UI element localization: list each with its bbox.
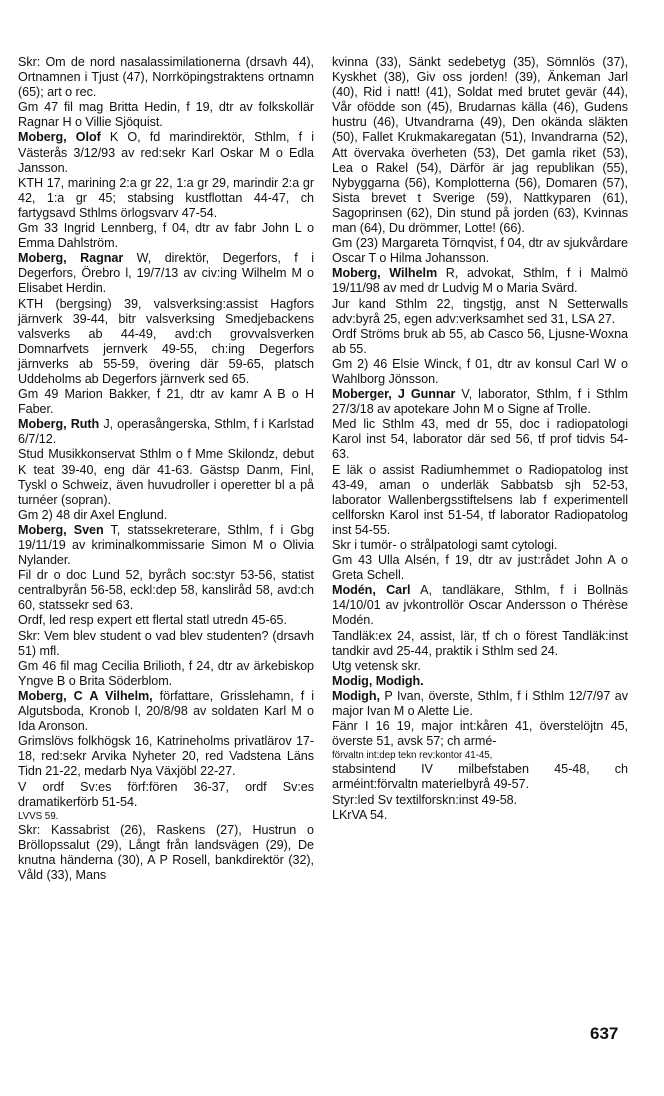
biography-entry — [332, 674, 628, 689]
left-column — [18, 55, 314, 883]
paragraph: E läk o assist Radiumhemmet o Radiopatolog inst 43-49, aman o underläk Sabbatsb sjh 52-53, laborator Wallenbergsstiftelsens lab f experimentell cellforskn Karol inst 51-54, tf laborator Radiopatolog inst 54-55. — [332, 462, 628, 537]
paragraph: Stud Musikkonservat Sthlm o f Mme Skilondz, debut K teat 39-40, eng där 41-63. Gästsp Danm, Finl, Tyskl o Schweiz, även huvudroller i operetter bl a på turnéer (sopran). — [18, 447, 314, 507]
biography-entry — [18, 689, 314, 734]
paragraph: Skr: Kassabrist (26), Raskens (27), Hustrun o Bröllopssalut (29), Långt från landsvägen (29), De knutna händerna (30), A P Rosell, bankdirektör (32), Våld (33), Mans — [18, 822, 314, 882]
entry-name: Moberg, C A Vilhelm, — [18, 688, 153, 703]
paragraph: stabsintend IV milbefstaben 45-48, ch arméint:förvaltn materielbyrå 49-57. — [332, 762, 628, 792]
entry-name: Moberger, J Gunnar — [332, 387, 456, 402]
entry-name: Modén, Carl — [332, 583, 411, 598]
paragraph: Jur kand Sthlm 22, tingstjg, anst N Setterwalls adv:byrå 25, egen adv:verksamhet sed 31, LSA 27. — [332, 296, 628, 326]
entry-name: Modig, Modigh. — [332, 673, 424, 688]
biography-entry — [332, 583, 628, 628]
paragraph: Gm 47 fil mag Britta Hedin, f 19, dtr av folkskollär Ragnar H o Villie Sjöquist. — [18, 100, 314, 130]
paragraph: Gm 46 fil mag Cecilia Brilioth, f 24, dtr av ärkebiskop Yngve B o Brita Söderblom. — [18, 658, 314, 688]
paragraph: Tandläk:ex 24, assist, lär, tf ch o förest Tandläk:inst tandkir avd 25-44, praktik i Sthlm sed 24. — [332, 628, 628, 658]
paragraph: Gm 2) 48 dir Axel Englund. — [18, 507, 168, 522]
biography-entry — [18, 417, 314, 447]
paragraph: Ordf Ströms bruk ab 55, ab Casco 56, Ljusne-Woxna ab 55. — [332, 326, 628, 356]
paragraph: Utg vetensk skr. — [332, 658, 421, 673]
paragraph: Styr:led Sv textilforskn:inst 49-58. — [332, 792, 518, 807]
paragraph: LKrVA 54. — [332, 807, 388, 822]
entry-name: Modigh, — [332, 688, 380, 703]
entry-text: J, operasångerska, Sthlm, f i Karlstad 6/7/12. — [18, 417, 315, 447]
paragraph: Med lic Sthlm 43, med dr 55, doc i radiopatologi Karol inst 54, laborator där sed 56, tf prof tidvis 54-63. — [332, 417, 628, 462]
paragraph: Fänr I 16 19, major int:kåren 41, överstelöjtn 45, överste 51, avsk 57; ch armé- — [332, 719, 628, 749]
paragraph: KTH (bergsing) 39, valsverksing:assist Hagfors järnverk 39-44, bitr valsverksing Smedjebackens valsverks ab 44-49, avd:ch grovvalsverken Domnarfvets jernverk 49-55, ch:ing Degerfors järnverks ab 55-59, övering där 59-65, platsch Uddeholms ab Degerfors järnverk sed 65. — [18, 296, 314, 386]
biography-entry — [18, 130, 314, 175]
paragraph: Gm (23) Margareta Törnqvist, f 04, dtr av sjukvårdare Oscar T o Hilma Johansson. — [332, 236, 628, 266]
entry-text: R, advokat, Sthlm, f i Malmö 19/11/98 av med dr Ludvig M o Maria Svärd. — [332, 266, 628, 296]
small-text: förvaltn int:dep tekn rev:kontor 41-45, — [332, 750, 493, 762]
right-column — [332, 55, 628, 823]
biography-entry — [332, 387, 628, 417]
entry-name: Moberg, Wilhelm — [332, 266, 438, 281]
entry-name: Moberg, Sven — [18, 522, 104, 537]
small-text: LVVS 59. — [18, 810, 59, 822]
paragraph: KTH 17, marining 2:a gr 22, 1:a gr 29, marindir 2:a gr 42, 1:a gr 45; stabsing kustflottan 44-47, ch fartygsavd Sthlms örlogsvarv 47-54. — [18, 175, 314, 220]
paragraph: Gm 43 Ulla Alsén, f 19, dtr av just:rådet John A o Greta Schell. — [332, 553, 628, 583]
page-number: 637 — [590, 1024, 619, 1043]
biography-entry — [18, 523, 314, 568]
entry-text: T, statssekreterare, Sthlm, f i Gbg 19/11/19 av kriminalkommissarie Simon M o Olivia Nylander. — [18, 522, 314, 568]
entry-text: V, laborator, Sthlm, f i Sthlm 27/3/18 av apotekare John M o Signe af Trolle. — [332, 387, 628, 417]
paragraph: V ordf Sv:es förf:fören 36-37, ordf Sv:es dramatikerförb 51-54. — [18, 779, 314, 809]
paragraph: kvinna (33), Sänkt sedebetyg (35), Sömnlös (37), Kyskhet (38), Giv oss jorden! (39), Änkeman Jarl (40), Rid i natt! (41), Soldat med brutet gevär (44), Vår ofödde son (45), Brudarnas källa (46), Gudens hustru (46), Utvandrarna (49), Den okända släkten (50), Fallet Krukmakaregatan (51), Invandrarna (52), Att övervaka överheten (53), Det gamla riket (53), Lea o Rakel (54), Därför är jag republikan (55), Nybyggarna (56), Komplotterna (56), Domaren (57), Sista brevet t Sverige (59), Nattkyparen (61), Sagoprinsen (62), Din stund på jorden (63), Kvinnas man (64), Du drömmer, Lotte! (66). — [332, 55, 628, 236]
paragraph: Skr: Vem blev student o vad blev studenten? (drsavh 51) mfl. — [18, 628, 314, 658]
paragraph: Gm 33 Ingrid Lennberg, f 04, dtr av fabr John L o Emma Dahlström. — [18, 221, 314, 251]
biography-entry — [332, 266, 628, 296]
paragraph: Gm 2) 46 Elsie Winck, f 01, dtr av konsul Carl W o Wahlborg Jönsson. — [332, 356, 628, 386]
paragraph: Ordf, led resp expert ett flertal statl utredn 45-65. — [18, 613, 287, 628]
paragraph: Fil dr o doc Lund 52, byråch soc:styr 53-56, statist centralbyrån 56-58, eckl:dep 58, kansliråd 58, avd:ch 60, statssekr sed 63. — [18, 568, 314, 613]
biography-entry — [18, 251, 314, 296]
entry-text: A, tandläkare, Sthlm, f i Bollnäs 14/10/01 av jvkontrollör Oscar Andersson o Thérèse Modén. — [332, 583, 628, 628]
entry-text: P Ivan, överste, Sthlm, f i Sthlm 12/7/97 av major Ivan M o Alette Lie. — [332, 688, 628, 719]
paragraph: Gm 49 Marion Bakker, f 21, dtr av kamr A B o H Faber. — [18, 387, 314, 417]
paragraph: Skr: Om de nord nasalassimilationerna (drsavh 44), Ortnamnen i Tjust (47), Norrköpingstraktens ortnamn (65); art o rec. — [18, 55, 314, 100]
entry-text: K O, fd marindirektör, Sthlm, f i Västerås 3/12/93 av red:sekr Karl Oskar M o Edla Jansson. — [18, 130, 314, 175]
entry-name: Moberg, Ruth — [18, 417, 100, 432]
entry-name: Moberg, Olof — [18, 130, 101, 145]
biography-entry — [332, 689, 628, 719]
entry-name: Moberg, Ragnar — [18, 251, 124, 266]
entry-text: W, direktör, Degerfors, f i Degerfors, Örebro l, 19/7/13 av civ:ing Wilhelm M o Elisabet Herdin. — [18, 251, 314, 296]
paragraph: Grimslövs folkhögsk 16, Katrineholms privatlärov 17-18, red:sekr Arvika Nyheter 20, red Vadstena Läns Tidn 21-22, medarb Nya Växjöbl 22-27. — [18, 734, 314, 779]
paragraph: Skr i tumör- o strålpatologi samt cytologi. — [332, 538, 558, 552]
entry-text: författare, Grisslehamn, f i Algutsboda, Kronob l, 20/8/98 av soldaten Karl M o Ida Aronson. — [18, 688, 314, 734]
